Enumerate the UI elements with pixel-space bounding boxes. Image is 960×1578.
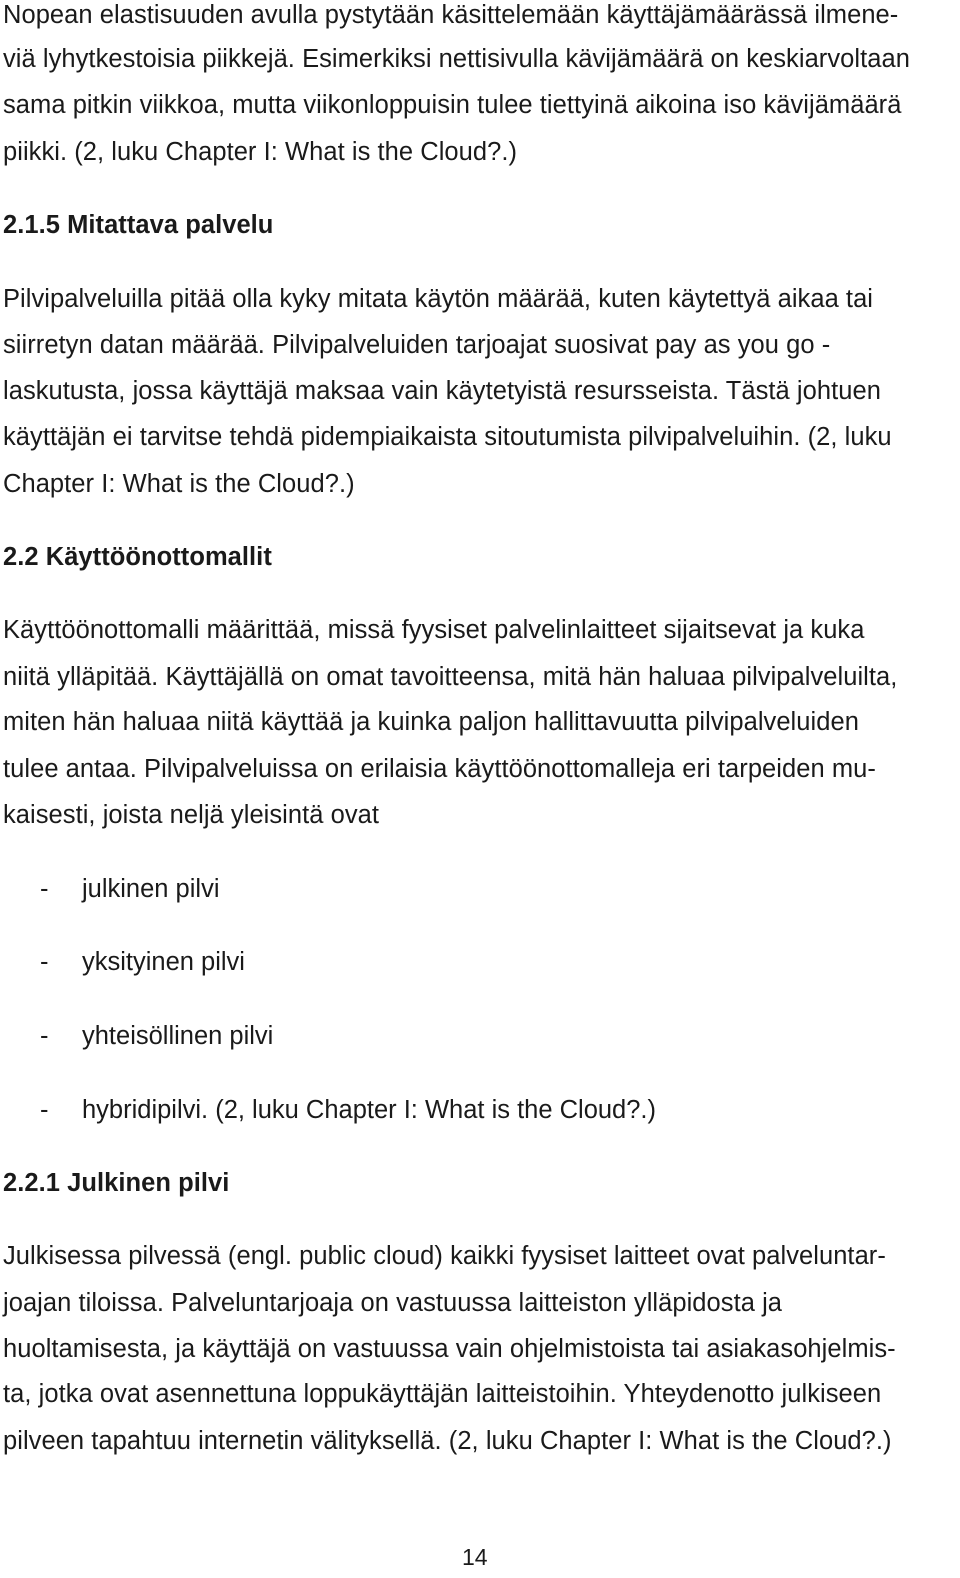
text-line: viä lyhytkestoisia piikkejä. Esimerkiksi nettisivulla kävijämäärä on keskiarvoltaan	[3, 45, 910, 73]
text-line: sama pitkin viikkoa, mutta viikonloppuisin tulee tiettyinä aikoina iso kävijämäärä	[3, 91, 902, 119]
list-item-text: yksityinen pilvi	[82, 948, 245, 976]
text-line: käyttäjän ei tarvitse tehdä pidempiaikaista sitoutumista pilvipalveluihin. (2, luku	[3, 423, 892, 451]
list-dash: -	[40, 1022, 49, 1050]
text-line: huoltamisesta, ja käyttäjä on vastuussa vain ohjelmistoista tai asiakasohjelmis-	[3, 1335, 896, 1363]
text-line: pilveen tapahtuu internetin välityksellä. (2, luku Chapter I: What is the Cloud?.)	[3, 1427, 892, 1455]
text-line: Nopean elastisuuden avulla pystytään käsittelemään käyttäjämäärässä ilmene-	[3, 1, 899, 29]
text-line: kaisesti, joista neljä yleisintä ovat	[3, 801, 380, 829]
text-line: Käyttöönottomalli määrittää, missä fyysiset palvelinlaitteet sijaitsevat ja kuka	[3, 616, 865, 644]
page-number: 14	[462, 1544, 488, 1570]
text-line: laskutusta, jossa käyttäjä maksaa vain käytetyistä resursseista. Tästä johtuen	[3, 377, 881, 405]
section-heading-measured-service: 2.1.5 Mitattava palvelu	[3, 211, 274, 239]
list-item-text: yhteisöllinen pilvi	[82, 1022, 274, 1050]
text-line: piikki. (2, luku Chapter I: What is the Cloud?.)	[3, 138, 518, 166]
text-line: tulee antaa. Pilvipalveluissa on erilaisia käyttöönottomalleja eri tarpeiden mu-	[3, 755, 876, 783]
section-heading-public-cloud: 2.2.1 Julkinen pilvi	[3, 1169, 230, 1197]
list-dash: -	[40, 875, 49, 903]
list-item-text: hybridipilvi. (2, luku Chapter I: What is the Cloud?.)	[82, 1096, 656, 1124]
text-line: Pilvipalveluilla pitää olla kyky mitata käytön määrää, kuten käytettyä aikaa tai	[3, 285, 874, 313]
text-line: niitä ylläpitää. Käyttäjällä on omat tavoitteensa, mitä hän haluaa pilvipalveluilta,	[3, 663, 898, 691]
text-line: miten hän haluaa niitä käyttää ja kuinka paljon hallittavuutta pilvipalveluiden	[3, 708, 859, 736]
list-item-text: julkinen pilvi	[82, 875, 220, 903]
text-line: Chapter I: What is the Cloud?.)	[3, 470, 355, 498]
list-dash: -	[40, 948, 49, 976]
text-line: joajan tiloissa. Palveluntarjoaja on vastuussa laitteiston ylläpidosta ja	[3, 1289, 783, 1317]
text-line: siirretyn datan määrää. Pilvipalveluiden tarjoajat suosivat pay as you go -	[3, 331, 831, 359]
section-heading-deployment-models: 2.2 Käyttöönottomallit	[3, 543, 272, 571]
text-line: Julkisessa pilvessä (engl. public cloud) kaikki fyysiset laitteet ovat palveluntar-	[3, 1242, 886, 1270]
text-line: ta, jotka ovat asennettuna loppukäyttäjän laitteistoihin. Yhteydenotto julkiseen	[3, 1380, 882, 1408]
list-dash: -	[40, 1096, 49, 1124]
